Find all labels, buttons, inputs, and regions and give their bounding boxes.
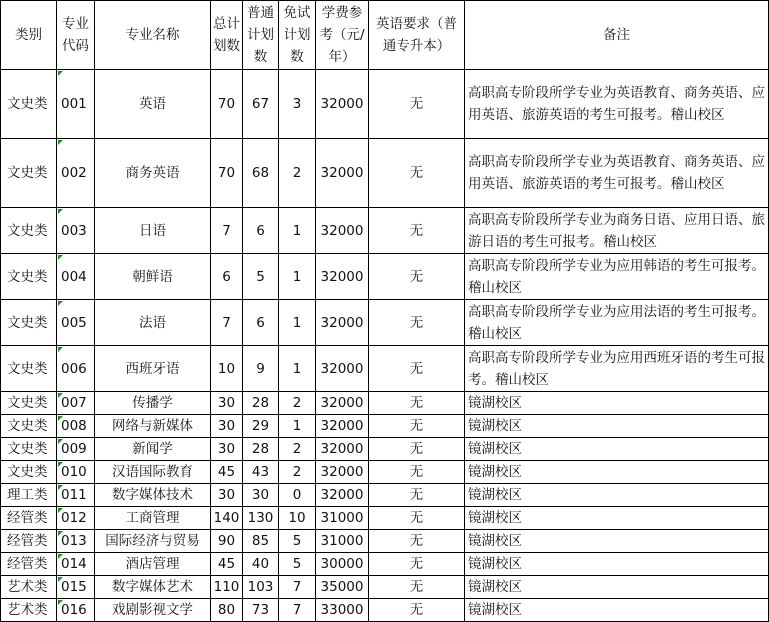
cell-notes: 高职高专阶段所学专业为应用韩语的考生可报考。稽山校区 bbox=[465, 254, 769, 300]
table-row bbox=[1, 576, 769, 599]
cell-name: 朝鲜语 bbox=[95, 254, 211, 300]
cell-tuition: 32000 bbox=[316, 461, 369, 484]
cell-regular: 6 bbox=[243, 300, 279, 346]
cell-exempt: 2 bbox=[279, 392, 316, 415]
cell-regular: 30 bbox=[243, 484, 279, 507]
cell-regular: 103 bbox=[243, 576, 279, 599]
cell-name: 日语 bbox=[95, 208, 211, 254]
cell-exempt: 10 bbox=[279, 507, 316, 530]
cell-code: 009 bbox=[57, 438, 95, 461]
header-english: 英语要求（普通专升本） bbox=[369, 1, 465, 70]
cell-total: 10 bbox=[211, 346, 243, 392]
cell-name: 国际经济与贸易 bbox=[95, 530, 211, 553]
cell-tuition: 32000 bbox=[316, 392, 369, 415]
cell-name: 商务英语 bbox=[95, 139, 211, 208]
cell-regular: 28 bbox=[243, 392, 279, 415]
cell-tuition: 32000 bbox=[316, 208, 369, 254]
cell-english: 无 bbox=[369, 70, 465, 139]
cell-notes: 镜湖校区 bbox=[465, 599, 769, 622]
cell-code: 001 bbox=[57, 70, 95, 139]
cell-code: 005 bbox=[57, 300, 95, 346]
table-row bbox=[1, 392, 769, 415]
cell-name: 汉语国际教育 bbox=[95, 461, 211, 484]
cell-category: 经管类 bbox=[1, 553, 57, 576]
cell-category: 文史类 bbox=[1, 392, 57, 415]
cell-english: 无 bbox=[369, 461, 465, 484]
cell-total: 7 bbox=[211, 300, 243, 346]
cell-total: 90 bbox=[211, 530, 243, 553]
cell-exempt: 1 bbox=[279, 415, 316, 438]
cell-category: 理工类 bbox=[1, 484, 57, 507]
cell-total: 45 bbox=[211, 461, 243, 484]
cell-regular: 67 bbox=[243, 70, 279, 139]
table-row bbox=[1, 208, 769, 254]
cell-code: 015 bbox=[57, 576, 95, 599]
table-row bbox=[1, 507, 769, 530]
cell-category: 文史类 bbox=[1, 346, 57, 392]
cell-code: 011 bbox=[57, 484, 95, 507]
table-row bbox=[1, 438, 769, 461]
table-row bbox=[1, 461, 769, 484]
cell-english: 无 bbox=[369, 392, 465, 415]
cell-tuition: 32000 bbox=[316, 254, 369, 300]
cell-category: 文史类 bbox=[1, 415, 57, 438]
header-regular: 普通计划数 bbox=[243, 1, 279, 70]
cell-name: 新闻学 bbox=[95, 438, 211, 461]
cell-exempt: 2 bbox=[279, 139, 316, 208]
cell-category: 文史类 bbox=[1, 461, 57, 484]
cell-english: 无 bbox=[369, 576, 465, 599]
cell-total: 30 bbox=[211, 438, 243, 461]
cell-category: 文史类 bbox=[1, 139, 57, 208]
cell-notes: 镜湖校区 bbox=[465, 415, 769, 438]
cell-notes: 镜湖校区 bbox=[465, 576, 769, 599]
cell-category: 文史类 bbox=[1, 254, 57, 300]
cell-exempt: 5 bbox=[279, 530, 316, 553]
cell-english: 无 bbox=[369, 139, 465, 208]
table-row bbox=[1, 484, 769, 507]
cell-code: 007 bbox=[57, 392, 95, 415]
table-row bbox=[1, 599, 769, 622]
cell-exempt: 0 bbox=[279, 484, 316, 507]
table-body bbox=[1, 70, 769, 622]
cell-name: 法语 bbox=[95, 300, 211, 346]
cell-notes: 高职高专阶段所学专业为商务日语、应用日语、旅游日语的考生可报考。稽山校区 bbox=[465, 208, 769, 254]
cell-category: 文史类 bbox=[1, 438, 57, 461]
cell-tuition: 30000 bbox=[316, 553, 369, 576]
cell-name: 西班牙语 bbox=[95, 346, 211, 392]
cell-regular: 85 bbox=[243, 530, 279, 553]
header-row bbox=[1, 1, 769, 70]
cell-code: 010 bbox=[57, 461, 95, 484]
cell-tuition: 31000 bbox=[316, 507, 369, 530]
cell-english: 无 bbox=[369, 254, 465, 300]
cell-notes: 镜湖校区 bbox=[465, 392, 769, 415]
header-name: 专业名称 bbox=[95, 1, 211, 70]
cell-english: 无 bbox=[369, 208, 465, 254]
cell-regular: 40 bbox=[243, 553, 279, 576]
cell-regular: 28 bbox=[243, 438, 279, 461]
cell-regular: 68 bbox=[243, 139, 279, 208]
cell-tuition: 32000 bbox=[316, 484, 369, 507]
cell-notes: 镜湖校区 bbox=[465, 553, 769, 576]
cell-notes: 镜湖校区 bbox=[465, 461, 769, 484]
cell-category: 艺术类 bbox=[1, 576, 57, 599]
cell-exempt: 2 bbox=[279, 438, 316, 461]
cell-exempt: 5 bbox=[279, 553, 316, 576]
cell-exempt: 1 bbox=[279, 300, 316, 346]
cell-regular: 43 bbox=[243, 461, 279, 484]
cell-category: 艺术类 bbox=[1, 599, 57, 622]
cell-category: 文史类 bbox=[1, 70, 57, 139]
cell-total: 45 bbox=[211, 553, 243, 576]
cell-tuition: 33000 bbox=[316, 599, 369, 622]
cell-regular: 29 bbox=[243, 415, 279, 438]
cell-name: 数字媒体艺术 bbox=[95, 576, 211, 599]
header-exempt: 免试计划数 bbox=[279, 1, 316, 70]
cell-english: 无 bbox=[369, 438, 465, 461]
cell-total: 110 bbox=[211, 576, 243, 599]
header-total: 总计划数 bbox=[211, 1, 243, 70]
cell-exempt: 7 bbox=[279, 599, 316, 622]
cell-regular: 9 bbox=[243, 346, 279, 392]
cell-total: 30 bbox=[211, 392, 243, 415]
cell-total: 30 bbox=[211, 415, 243, 438]
cell-regular: 130 bbox=[243, 507, 279, 530]
cell-code: 012 bbox=[57, 507, 95, 530]
cell-category: 经管类 bbox=[1, 530, 57, 553]
cell-exempt: 7 bbox=[279, 576, 316, 599]
cell-tuition: 32000 bbox=[316, 346, 369, 392]
cell-tuition: 31000 bbox=[316, 530, 369, 553]
cell-total: 80 bbox=[211, 599, 243, 622]
cell-category: 文史类 bbox=[1, 208, 57, 254]
cell-tuition: 35000 bbox=[316, 576, 369, 599]
cell-tuition: 32000 bbox=[316, 438, 369, 461]
header-code: 专业代码 bbox=[57, 1, 95, 70]
cell-exempt: 1 bbox=[279, 346, 316, 392]
cell-total: 30 bbox=[211, 484, 243, 507]
cell-english: 无 bbox=[369, 507, 465, 530]
table-row bbox=[1, 139, 769, 208]
cell-english: 无 bbox=[369, 300, 465, 346]
cell-total: 70 bbox=[211, 139, 243, 208]
cell-tuition: 32000 bbox=[316, 415, 369, 438]
cell-total: 7 bbox=[211, 208, 243, 254]
cell-notes: 镜湖校区 bbox=[465, 530, 769, 553]
table-row bbox=[1, 300, 769, 346]
cell-tuition: 32000 bbox=[316, 70, 369, 139]
cell-exempt: 3 bbox=[279, 70, 316, 139]
table-row bbox=[1, 346, 769, 392]
header-tuition: 学费参考（元/年） bbox=[316, 1, 369, 70]
cell-english: 无 bbox=[369, 346, 465, 392]
table-row bbox=[1, 553, 769, 576]
cell-notes: 高职高专阶段所学专业为应用法语的考生可报考。稽山校区 bbox=[465, 300, 769, 346]
cell-name: 英语 bbox=[95, 70, 211, 139]
cell-code: 016 bbox=[57, 599, 95, 622]
cell-name: 传播学 bbox=[95, 392, 211, 415]
table-row bbox=[1, 530, 769, 553]
cell-name: 工商管理 bbox=[95, 507, 211, 530]
cell-notes: 高职高专阶段所学专业为英语教育、商务英语、应用英语、旅游英语的考生可报考。稽山校区 bbox=[465, 70, 769, 139]
cell-code: 002 bbox=[57, 139, 95, 208]
cell-name: 酒店管理 bbox=[95, 553, 211, 576]
cell-regular: 5 bbox=[243, 254, 279, 300]
cell-english: 无 bbox=[369, 415, 465, 438]
cell-total: 70 bbox=[211, 70, 243, 139]
cell-english: 无 bbox=[369, 599, 465, 622]
cell-category: 文史类 bbox=[1, 300, 57, 346]
cell-english: 无 bbox=[369, 553, 465, 576]
cell-exempt: 1 bbox=[279, 254, 316, 300]
cell-english: 无 bbox=[369, 484, 465, 507]
cell-name: 网络与新媒体 bbox=[95, 415, 211, 438]
cell-notes: 镜湖校区 bbox=[465, 484, 769, 507]
cell-notes: 高职高专阶段所学专业为应用西班牙语的考生可报考。稽山校区 bbox=[465, 346, 769, 392]
cell-notes: 镜湖校区 bbox=[465, 438, 769, 461]
cell-regular: 73 bbox=[243, 599, 279, 622]
cell-exempt: 2 bbox=[279, 461, 316, 484]
cell-english: 无 bbox=[369, 530, 465, 553]
cell-code: 004 bbox=[57, 254, 95, 300]
cell-tuition: 32000 bbox=[316, 139, 369, 208]
cell-code: 013 bbox=[57, 530, 95, 553]
table-row bbox=[1, 415, 769, 438]
cell-regular: 6 bbox=[243, 208, 279, 254]
cell-total: 140 bbox=[211, 507, 243, 530]
cell-code: 006 bbox=[57, 346, 95, 392]
cell-tuition: 32000 bbox=[316, 300, 369, 346]
cell-code: 014 bbox=[57, 553, 95, 576]
header-notes: 备注 bbox=[465, 1, 769, 70]
table-row bbox=[1, 70, 769, 139]
table-row bbox=[1, 254, 769, 300]
cell-name: 数字媒体技术 bbox=[95, 484, 211, 507]
cell-name: 戏剧影视文学 bbox=[95, 599, 211, 622]
cell-notes: 高职高专阶段所学专业为英语教育、商务英语、应用英语、旅游英语的考生可报考。稽山校区 bbox=[465, 139, 769, 208]
cell-code: 003 bbox=[57, 208, 95, 254]
cell-category: 经管类 bbox=[1, 507, 57, 530]
cell-total: 6 bbox=[211, 254, 243, 300]
cell-notes: 镜湖校区 bbox=[465, 507, 769, 530]
header-category: 类别 bbox=[1, 1, 57, 70]
cell-code: 008 bbox=[57, 415, 95, 438]
cell-exempt: 1 bbox=[279, 208, 316, 254]
